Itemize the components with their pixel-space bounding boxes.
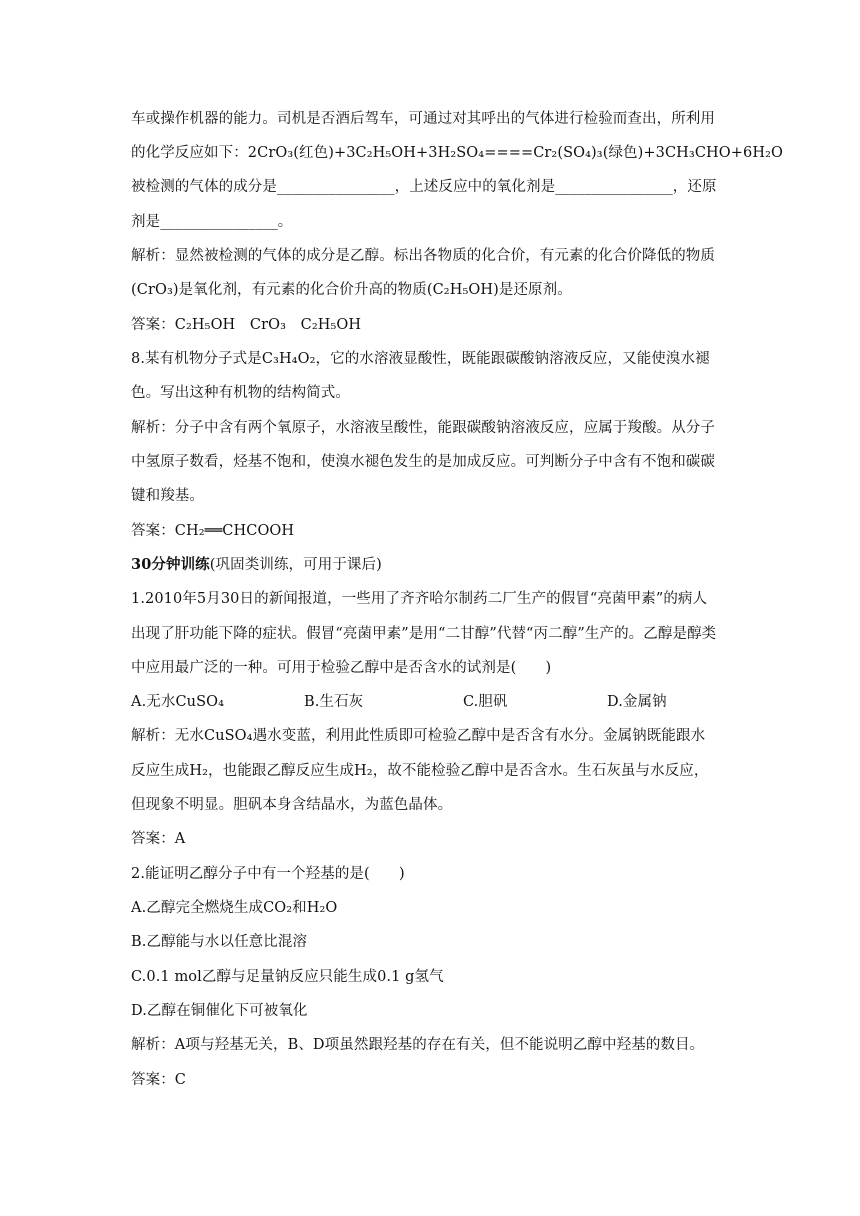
question-8: 8.某有机物分子式是C₃H₄O₂，它的水溶液显酸性，既能跟碳酸钠溶液反应，又能使溴水褪 — [131, 351, 710, 367]
answer-line: 答案：CH₂══CHCOOH — [131, 523, 295, 539]
analysis-line: 反应生成H₂，也能跟乙醇反应生成H₂，故不能检验乙醇中是否含水。生石灰虽与水反应， — [131, 763, 709, 779]
analysis-line: 键和羧基。 — [131, 488, 204, 504]
analysis-line: 但现象不明显。胆矾本身含结晶水，为蓝色晶体。 — [131, 797, 453, 813]
answer-line: 答案：C₂H₅OH CrO₃ C₂H₅OH — [131, 317, 362, 333]
reaction-equation-line: 的化学反应如下：2CrO₃(红色)+3C₂H₅OH+3H₂SO₄====Cr₂(SO₄)₃(绿色)+3CH₃CHO+6H₂O — [131, 145, 783, 161]
analysis-line: (CrO₃)是氧化剂，有元素的化合价升高的物质(C₂H₅OH)是还原剂。 — [131, 282, 572, 298]
options-row — [131, 692, 731, 712]
analysis-line: 解析：无水CuSO₄遇水变蓝，利用此性质即可检验乙醇中是否含有水分。金属钠既能跟水 — [131, 728, 706, 744]
question-blank-line: 剂是________________。 — [131, 214, 293, 230]
answer-line: 答案：C — [131, 1072, 186, 1088]
analysis-line: 中氢原子数看，烃基不饱和，使溴水褪色发生的是加成反应。可判断分子中含有不饱和碳碳 — [131, 454, 715, 470]
option-a: A.乙醇完全燃烧生成CO₂和H₂O — [131, 900, 338, 916]
question-1-cont: 出现了肝功能下降的症状。假冒“亮菌甲素”是用“二甘醇”代替“丙二醇”生产的。乙醇是醇类 — [131, 626, 717, 642]
option-c: C.胆矾 — [463, 694, 508, 710]
option-d: D.金属钠 — [607, 694, 667, 710]
section-heading — [131, 555, 382, 575]
question-blank-line: 被检测的气体的成分是________________，上述反应中的氧化剂是________________，还原 — [131, 179, 717, 195]
option-d: D.乙醇在铜催化下可被氧化 — [131, 1003, 308, 1019]
option-b: B.生石灰 — [304, 694, 364, 710]
question-1: 1.2010年5月30日的新闻报道，一些用了齐齐哈尔制药二厂生产的假冒“亮菌甲素”的病人 — [131, 591, 708, 607]
section-heading-title: 30分钟训练 — [131, 556, 210, 573]
section-heading-note: (巩固类训练，可用于课后) — [209, 557, 382, 573]
analysis-line: 解析：显然被检测的气体的成分是乙醇。标出各物质的化合价，有元素的化合价降低的物质 — [131, 248, 715, 264]
question-2: 2.能证明乙醇分子中有一个羟基的是( ) — [131, 866, 405, 882]
option-a: A.无水CuSO₄ — [131, 694, 225, 710]
option-b: B.乙醇能与水以任意比混溶 — [131, 934, 308, 950]
option-c: C.0.1 mol乙醇与足量钠反应只能生成0.1 g氢气 — [131, 969, 444, 985]
text-line: 车或操作机器的能力。司机是否酒后驾车，可通过对其呼出的气体进行检验而查出，所利用 — [131, 111, 715, 127]
analysis-line: 解析：分子中含有两个氧原子，水溶液呈酸性，能跟碳酸钠溶液反应，应属于羧酸。从分子 — [131, 420, 715, 436]
analysis-line: 解析：A项与羟基无关，B、D项虽然跟羟基的存在有关，但不能说明乙醇中羟基的数目。 — [131, 1037, 705, 1053]
question-8-cont: 色。写出这种有机物的结构简式。 — [131, 385, 350, 401]
answer-line: 答案：A — [131, 831, 186, 847]
question-1-cont: 中应用最广泛的一种。可用于检验乙醇中是否含水的试剂是( ) — [131, 660, 552, 676]
